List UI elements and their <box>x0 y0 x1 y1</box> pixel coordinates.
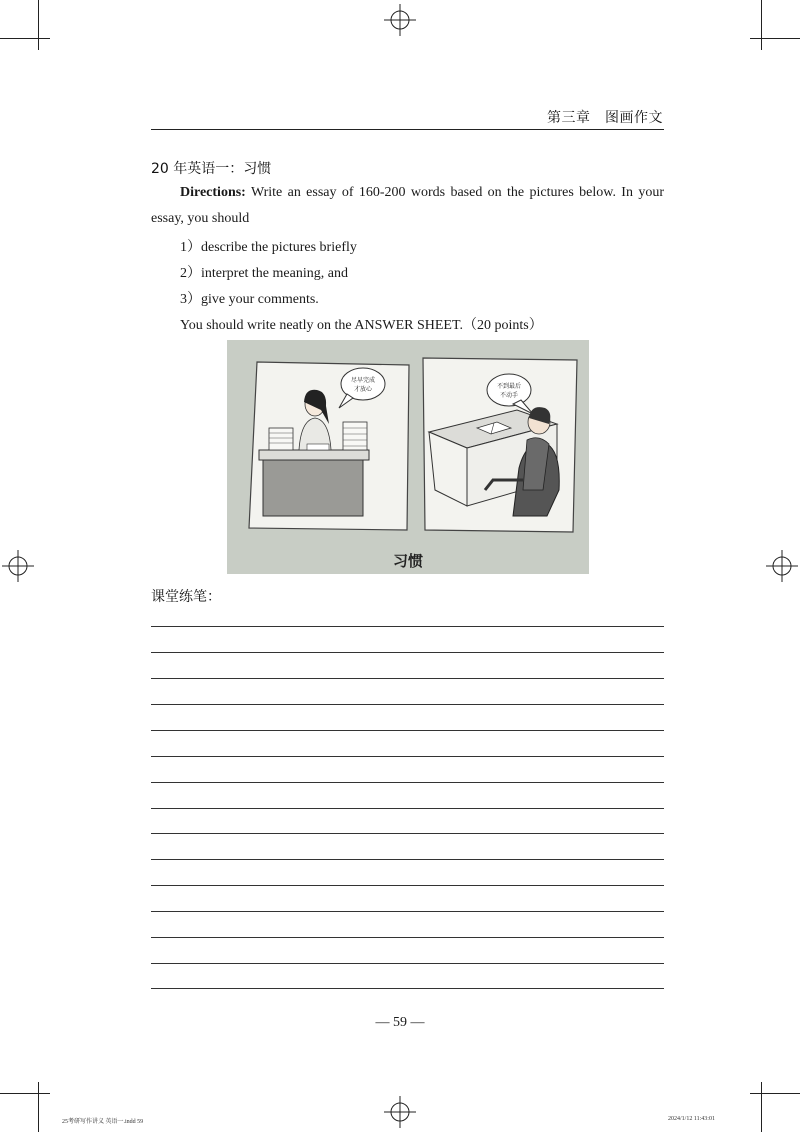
section-title: 20 年英语一：习惯 <box>151 161 272 177</box>
crop-mark-top-right-v <box>761 0 762 50</box>
chapter-header: 第三章 图画作文 <box>547 110 663 126</box>
crop-mark-bottom-left-v <box>38 1082 39 1132</box>
writing-line[interactable] <box>151 782 664 783</box>
registration-mark-bottom <box>384 1096 416 1128</box>
practice-label: 课堂练笔： <box>151 589 221 605</box>
writing-line[interactable] <box>151 988 664 989</box>
left-bubble-line-1: 尽早完成 <box>350 377 376 384</box>
instruction-item-2: 2）interpret the meaning, and <box>180 266 348 281</box>
figure-caption: 习惯 <box>392 552 423 570</box>
header-divider <box>151 129 664 130</box>
cartoon-figure <box>227 340 589 574</box>
registration-mark-left <box>2 550 34 582</box>
writing-line[interactable] <box>151 911 664 912</box>
directions-text: Write an essay of 160-200 words based on the pictures below. In your essay, you should <box>151 185 664 226</box>
writing-line[interactable] <box>151 963 664 964</box>
instruction-item-3: 3）give your comments. <box>180 292 319 307</box>
writing-line[interactable] <box>151 626 664 627</box>
directions-paragraph <box>151 180 664 232</box>
writing-line[interactable] <box>151 756 664 757</box>
writing-line[interactable] <box>151 652 664 653</box>
answer-sheet-note: You should write neatly on the ANSWER SHEET.（20 points） <box>180 318 543 333</box>
footer-file-name: 25考研写作讲义 英语一.indd 59 <box>62 1119 144 1125</box>
writing-line[interactable] <box>151 885 664 886</box>
registration-mark-top <box>384 4 416 36</box>
directions-label: Directions: <box>180 185 246 200</box>
crop-mark-top-left-v <box>38 0 39 50</box>
writing-line[interactable] <box>151 833 664 834</box>
right-bubble-line-2: 不动手 <box>499 392 519 399</box>
footer-timestamp: 2024/1/12 11:43:01 <box>668 1116 715 1122</box>
writing-line[interactable] <box>151 704 664 705</box>
instruction-item-1: 1）describe the pictures briefly <box>180 240 357 255</box>
writing-line[interactable] <box>151 808 664 809</box>
crop-mark-bottom-right-h <box>750 1093 800 1094</box>
crop-mark-top-right-h <box>750 38 800 39</box>
writing-line[interactable] <box>151 678 664 679</box>
writing-line[interactable] <box>151 730 664 731</box>
writing-line[interactable] <box>151 937 664 938</box>
right-bubble-line-1: 不到最后 <box>496 383 522 390</box>
crop-mark-top-left-h <box>0 38 50 39</box>
page-number: — 59 — <box>375 1015 425 1030</box>
cartoon-illustration <box>227 340 589 574</box>
crop-mark-bottom-right-v <box>761 1082 762 1132</box>
left-bubble-line-2: 才放心 <box>353 386 373 393</box>
registration-mark-right <box>766 550 798 582</box>
crop-mark-bottom-left-h <box>0 1093 50 1094</box>
writing-line[interactable] <box>151 859 664 860</box>
